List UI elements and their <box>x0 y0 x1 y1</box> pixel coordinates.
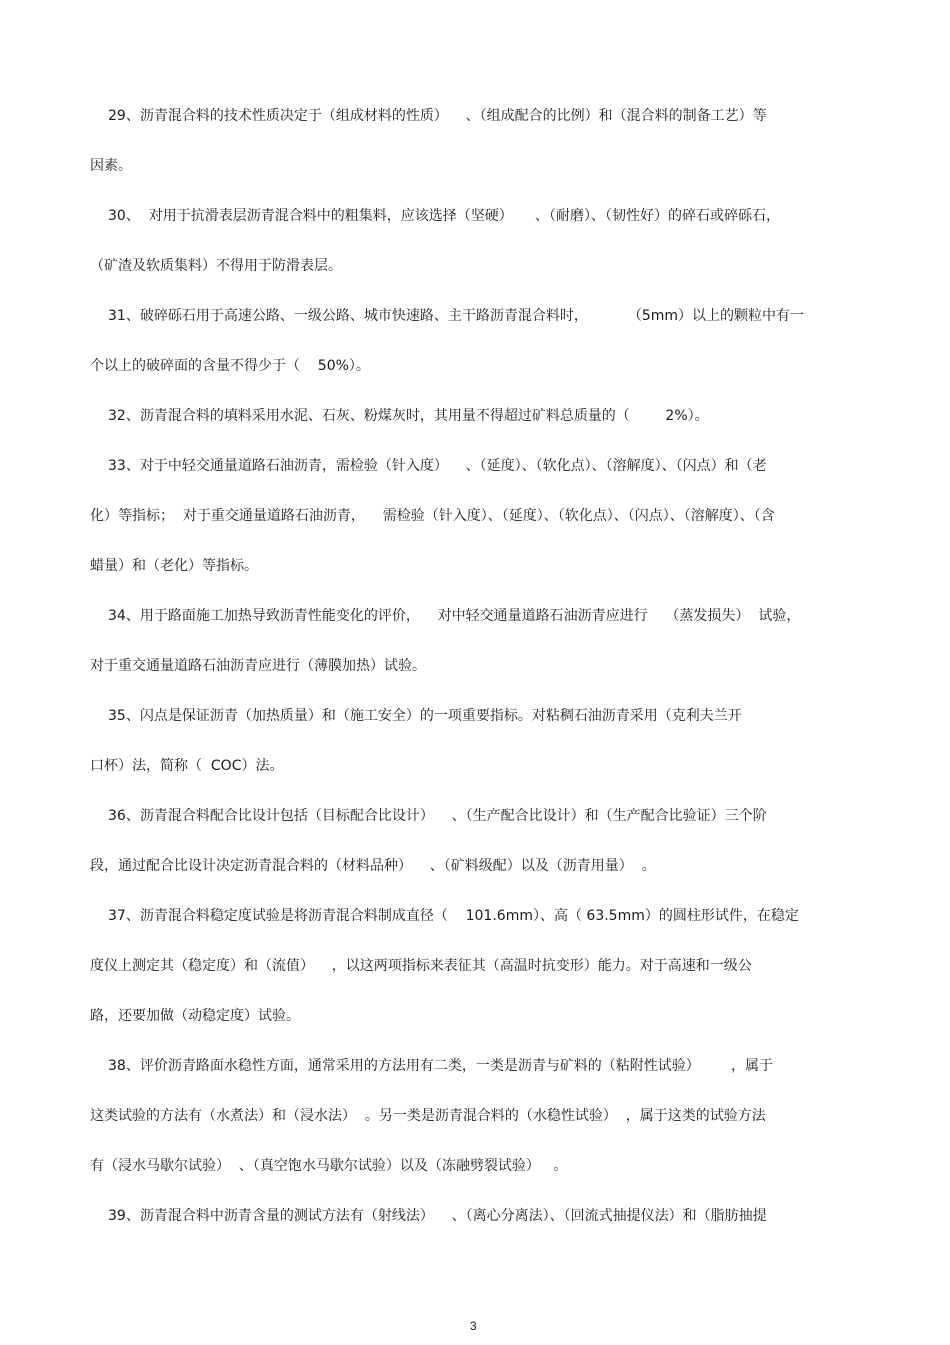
text-line: 口杯）法，简称（ COC）法。 <box>90 758 284 774</box>
text-line: 蜡量）和（老化）等指标。 <box>90 558 258 574</box>
text-line: 33、对于中轻交通量道路石油沥青，需检验（针入度） 、（延度）、（软化点）、（溶解度）、（闪点）和（老 <box>108 458 767 474</box>
text-line: 路，还要加做（动稳定度）试验。 <box>90 1008 300 1024</box>
text-line: 这类试验的方法有（水煮法）和（浸水法） 。另一类是沥青混合料的（水稳性试验） ，属于这类的试验方法 <box>90 1108 766 1124</box>
text-line: 35、闪点是保证沥青（加热质量）和（施工安全）的一项重要指标。对粘稠石油沥青采用（克利夫兰开 <box>108 708 742 724</box>
text-line: （矿渣及软质集料）不得用于防滑表层。 <box>90 258 342 274</box>
text-line: 36、沥青混合料配合比设计包括（目标配合比设计） 、（生产配合比设计）和（生产配合比验证）三个阶 <box>108 808 767 824</box>
text-line: 个以上的破碎面的含量不得少于（ 50%）。 <box>90 358 370 374</box>
text-line: 29、沥青混合料的技术性质决定于（组成材料的性质） 、（组成配合的比例）和（混合料的制备工艺）等 <box>108 108 767 124</box>
text-line: 39、沥青混合料中沥青含量的测试方法有（射线法） 、（离心分离法）、（回流式抽提仪法）和（脂肪抽提 <box>108 1208 767 1224</box>
page-number: 3 <box>470 1319 477 1333</box>
text-line: 有（浸水马歇尔试验） 、（真空饱水马歇尔试验）以及（冻融劈裂试验） 。 <box>90 1158 568 1174</box>
text-line: 37、沥青混合料稳定度试验是将沥青混合料制成直径（ 101.6mm）、高（ 63.5mm）的圆柱形试件，在稳定 <box>108 908 799 924</box>
text-line: 32、沥青混合料的填料采用水泥、石灰、粉煤灰时，其用量不得超过矿料总质量的（ 2%）。 <box>108 408 709 424</box>
text-line: 段，通过配合比设计决定沥青混合料的（材料品种） 、（矿料级配）以及（沥青用量） 。 <box>90 858 656 874</box>
text-line: 对于重交通量道路石油沥青应进行（薄膜加热）试验。 <box>90 658 426 674</box>
text-line: 30、 对用于抗滑表层沥青混合料中的粗集料，应该选择（坚硬） 、（耐磨）、（韧性好）的碎石或碎砾石， <box>108 208 780 224</box>
text-line: 因素。 <box>90 158 132 174</box>
text-line: 31、破碎砾石用于高速公路、一级公路、城市快速路、主干路沥青混合料时， （5mm）以上的颗粒中有一 <box>108 308 805 324</box>
text-line: 38、评价沥青路面水稳性方面，通常采用的方法用有二类，一类是沥青与矿料的（粘附性试验） ，属于 <box>108 1058 773 1074</box>
text-line: 34、用于路面施工加热导致沥青性能变化的评价， 对中轻交通量道路石油沥青应进行 （蒸发损失） 试验， <box>108 608 801 624</box>
text-line: 化）等指标； 对于重交通量道路石油沥青， 需检验（针入度）、（延度）、（软化点）、（闪点）、（溶解度）、（含 <box>90 508 775 524</box>
text-line: 度仪上测定其（稳定度）和（流值） ，以这两项指标来表征其（高温时抗变形）能力。对于高速和一级公 <box>90 958 752 974</box>
